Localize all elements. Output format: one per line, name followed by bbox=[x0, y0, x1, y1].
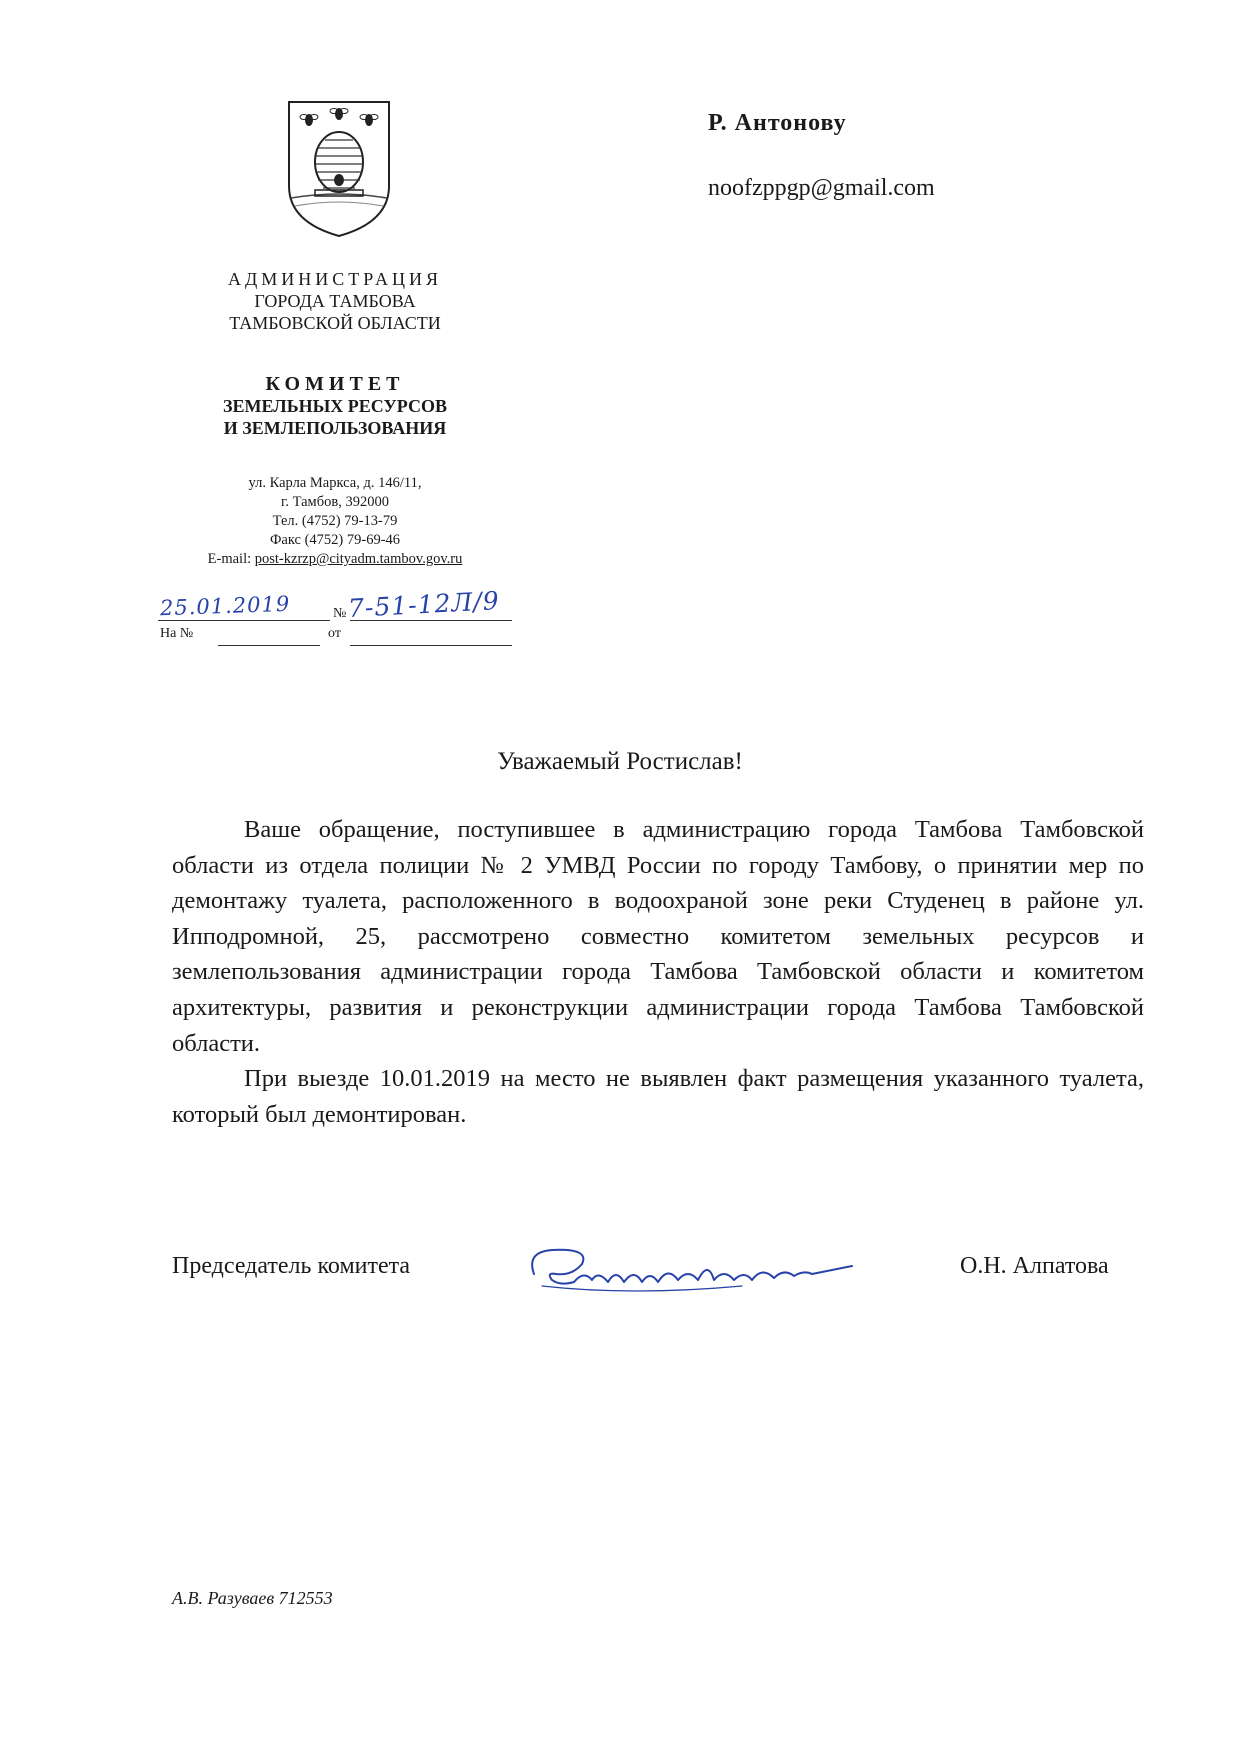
reference-label: На № bbox=[160, 626, 194, 641]
committee-line-3: И ЗЕМЛЕПОЛЬЗОВАНИЯ bbox=[223, 418, 447, 438]
reference-from-label: от bbox=[328, 626, 341, 641]
letter-body bbox=[172, 812, 1144, 1132]
letterhead-committee bbox=[150, 373, 520, 439]
email-label: E-mail: bbox=[207, 551, 252, 567]
handwritten-signature bbox=[512, 1230, 872, 1310]
reference-date-line bbox=[350, 645, 512, 646]
registration-date: 25.01.2019 bbox=[159, 591, 291, 621]
signatory-title: Председатель комитета bbox=[172, 1253, 411, 1279]
registration-number-line bbox=[350, 620, 512, 621]
letterhead-organization bbox=[150, 268, 520, 334]
email-line bbox=[150, 550, 520, 569]
letter-paragraph-1: Ваше обращение, поступившее в администрацию города Тамбова Тамбовской области из отдела полиции № 2 УМВД России по городу Тамбову, о принятии мер по демонтажу туалета, расположенного в водоохраной зоне реки Студенец в районе ул. Ипподромной, 25, рассмотрено совместно комитетом земельных ресурсов и землепользования администрации города Тамбова Тамбовской области и комитетом архитектуры, развития и реконструкции администрации города Тамбова Тамбовской области. bbox=[172, 816, 1144, 1057]
org-line-3: ТАМБОВСКОЙ ОБЛАСТИ bbox=[229, 313, 441, 333]
fax-number: Факс (4752) 79-69-46 bbox=[269, 532, 401, 548]
letter-greeting: Уважаемый Ростислав! bbox=[497, 748, 743, 775]
org-line-1: АДМИНИСТРАЦИЯ bbox=[228, 269, 442, 289]
addressee-email: noofzppgp@gmail.com bbox=[708, 175, 935, 201]
executor-info: А.В. Разуваев 712553 bbox=[172, 1588, 333, 1608]
letterhead-contacts bbox=[150, 474, 520, 569]
email-value: post-kzrzp@cityadm.tambov.gov.ru bbox=[254, 551, 463, 567]
committee-line-2: ЗЕМЕЛЬНЫХ РЕСУРСОВ bbox=[223, 396, 447, 416]
org-line-2: ГОРОДА ТАМБОВА bbox=[254, 291, 416, 311]
address-line-1: ул. Карла Маркса, д. 146/11, bbox=[248, 475, 422, 491]
signatory-name: О.Н. Алпатова bbox=[960, 1253, 1109, 1279]
registration-number-label: № bbox=[333, 606, 347, 621]
reference-number-line bbox=[218, 645, 320, 646]
registration-number: 7-51-12Л/9 bbox=[347, 586, 501, 623]
registration-date-line bbox=[158, 620, 330, 621]
letter-paragraph-2: При выезде 10.01.2019 на место не выявлен факт размещения указанного туалета, который был демонтирован. bbox=[172, 1065, 1144, 1128]
coat-of-arms-emblem bbox=[285, 98, 393, 240]
addressee-name: Р. Антонову bbox=[708, 110, 847, 136]
phone-number: Тел. (4752) 79-13-79 bbox=[272, 513, 398, 529]
committee-line-1: КОМИТЕТ bbox=[265, 373, 405, 395]
address-line-2: г. Тамбов, 392000 bbox=[281, 494, 389, 510]
